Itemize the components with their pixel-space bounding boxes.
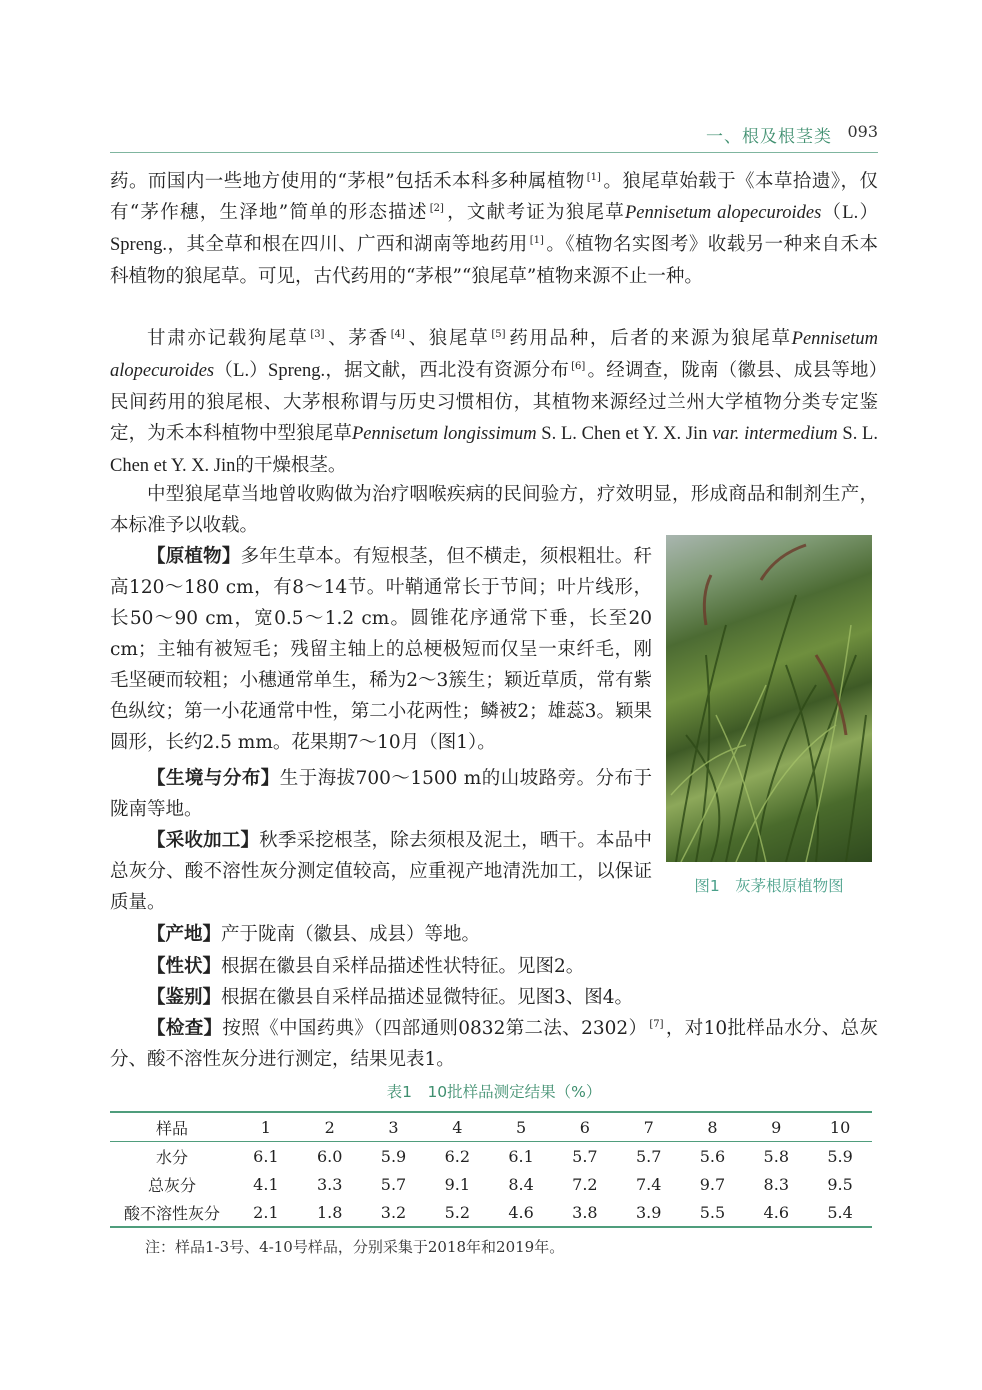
table-cell: 6.1 xyxy=(508,1146,534,1166)
table-cell: 5.7 xyxy=(635,1146,662,1166)
header-cell: 5 xyxy=(515,1117,527,1137)
table-cell: 4.6 xyxy=(763,1202,789,1222)
section-tag: 【产地】 xyxy=(147,924,222,945)
paragraph-2: 甘肃亦记载狗尾草 [3] 、茅香 [4] 、狼尾草 [5] 药用品种，后者的来源为狼尾草Pennisetum alopecuroides（L.）Spreng.，据文献，西北没有资源分布 [6] 。经调查，陇南（徽县、成县等地）民间药用的狼尾根、大茅根称谓与历史习惯相仿，其植物来源经过兰州大学植物分类专定鉴定，为禾本科植物中型狼尾草Pennisetum longissimum S. L. Chen et Y. X. Jin var. intermedium S. L. Chen et Y. X. Jin的干燥根茎。 xyxy=(110,328,878,476)
header-cell: 6 xyxy=(579,1117,590,1137)
table-cell: 5.7 xyxy=(572,1146,598,1166)
page-header xyxy=(110,122,878,153)
row-label: 水分 xyxy=(155,1147,188,1167)
header-cell: 3 xyxy=(388,1117,399,1137)
citation: [6] xyxy=(571,360,586,372)
species-name: Pennisetum alopecuroides xyxy=(624,203,822,223)
header-cell: 10 xyxy=(829,1117,851,1137)
table-cell: 5.9 xyxy=(380,1146,407,1166)
table-cell: 4.6 xyxy=(508,1202,534,1222)
table-cell: 3.8 xyxy=(572,1202,598,1222)
table-cell: 5.4 xyxy=(827,1202,853,1222)
species-name: Pennisetum longissimum xyxy=(351,424,537,444)
figure-caption: 图1 灰茅根原植物图 xyxy=(694,877,844,895)
section-tag: 【鉴别】 xyxy=(147,987,222,1008)
variety-name: var. intermedium xyxy=(712,424,838,444)
table-cell: 3.2 xyxy=(380,1202,407,1222)
paragraph-identification: 【鉴别】根据在徽县自采样品描述显微特征。见图3、图4。 xyxy=(147,987,634,1008)
paragraph-inspection: 【检查】按照《中国药典》（四部通则0832第二法、2302） [7] ，对10批样品水分、总灰分、酸不溶性灰分进行测定，结果见表1。 xyxy=(110,1018,878,1070)
table-cell: 9.7 xyxy=(699,1174,726,1194)
paragraph-harvest: 【采收加工】秋季采挖根茎，除去须根及泥土，晒干。本品中总灰分、酸不溶性灰分测定值较高，应重视产地清洗加工，以保证质量。 xyxy=(110,830,652,913)
section-title: 一、根及根茎类 xyxy=(706,127,832,147)
table-cell: 6.0 xyxy=(316,1146,343,1166)
results-table xyxy=(110,1111,872,1228)
citation: [7] xyxy=(649,1018,664,1030)
citation: [1] xyxy=(586,171,601,183)
table-row xyxy=(110,1170,872,1198)
row-label: 总灰分 xyxy=(147,1175,196,1195)
table-cell: 5.6 xyxy=(699,1146,726,1166)
table-cell: 3.9 xyxy=(635,1202,662,1222)
table-row xyxy=(110,1198,872,1227)
table-cell: 8.3 xyxy=(763,1174,789,1194)
grass-illustration xyxy=(666,535,872,862)
table-cell: 5.2 xyxy=(444,1202,471,1222)
table-note: 注：样品1-3号、4-10号样品，分别采集于2018年和2019年。 xyxy=(145,1238,565,1256)
table-cell: 1.8 xyxy=(316,1202,343,1222)
table-cell: 5.8 xyxy=(763,1146,789,1166)
table-cell: 5.5 xyxy=(699,1202,726,1222)
section-tag: 【原植物】 xyxy=(147,546,241,567)
plant-photo xyxy=(666,535,872,862)
paragraph-habitat: 【生境与分布】生于海拔700～1500 m的山坡路旁。分布于陇南等地。 xyxy=(110,768,652,820)
section-tag: 【生境与分布】 xyxy=(147,768,280,789)
table-caption: 表1 10批样品测定结果（%） xyxy=(386,1083,602,1101)
table-cell: 5.9 xyxy=(827,1146,853,1166)
table-cell: 3.3 xyxy=(316,1174,343,1194)
section-tag: 【检查】 xyxy=(147,1018,223,1039)
table-row xyxy=(110,1142,872,1171)
table-cell: 7.4 xyxy=(635,1174,662,1194)
citation: [2] xyxy=(429,202,444,214)
table-cell: 9.5 xyxy=(827,1174,853,1194)
paragraph-1: 药。而国内一些地方使用的“茅根”包括禾本科多种属植物 [1] 。狼尾草始载于《本草拾遗》，仅有“茅作穗，生泽地”简单的形态描述 [2] ，文献考证为狼尾草Pennisetum alopecuroides（L.）Spreng.，其全草和根在四川、广西和湖南等地药用 [1] 。《植物名实图考》收载另一种来自禾本科植物的狼尾草。可见，古代药用的“茅根”“狼尾草”植物来源不止一种。 xyxy=(110,171,878,287)
citation: [4] xyxy=(390,328,405,340)
header-cell: 2 xyxy=(324,1117,335,1137)
table-cell: 2.1 xyxy=(253,1202,279,1222)
header-cell: 8 xyxy=(707,1117,718,1137)
paragraph-origin: 【产地】产于陇南（徽县、成县）等地。 xyxy=(147,924,481,945)
paragraph-characters: 【性状】根据在徽县自采样品描述性状特征。见图2。 xyxy=(147,956,585,977)
header-cell: 样品 xyxy=(155,1118,188,1138)
table-cell: 8.4 xyxy=(508,1174,534,1194)
table-cell: 9.1 xyxy=(444,1174,471,1194)
table-cell: 7.2 xyxy=(572,1174,598,1194)
table-cell: 6.1 xyxy=(253,1146,279,1166)
table-cell: 5.7 xyxy=(380,1174,407,1194)
species-name: Pennisetum alopecuroides xyxy=(110,329,878,381)
table-header-row xyxy=(110,1112,872,1142)
section-tag: 【采收加工】 xyxy=(147,830,260,851)
paragraph-3: 中型狼尾草当地曾收购做为治疗咽喉疾病的民间验方，疗效明显，形成商品和制剂生产，本标准予以收载。 xyxy=(110,484,878,536)
paragraph-original-plant: 【原植物】多年生草本。有短根茎，但不横走，须根粗壮。秆高120～180 cm，有8～14节。叶鞘通常长于节间；叶片线形，长50～90 cm，宽0.5～1.2 cm。圆锥花序通常下垂，长至20 cm；主轴有被短毛；残留主轴上的总梗极短而仅呈一束纤毛，刚毛坚硬而较粗；小穗通常单生，稀为2～3簇生；颖近草质，常有紫色纵纹；第一小花通常中性，第二小花两性；鳞被2；雄蕊3。颖果圆形，长约2.5 mm。花果期7～10月（图1）。 xyxy=(110,546,652,753)
table-cell: 4.1 xyxy=(253,1174,279,1194)
header-cell: 4 xyxy=(452,1117,463,1137)
table-cell: 6.2 xyxy=(444,1146,471,1166)
header-cell: 1 xyxy=(260,1117,271,1137)
page-number: 093 xyxy=(847,122,878,141)
header-cell: 7 xyxy=(643,1117,654,1137)
header-cell: 9 xyxy=(771,1117,782,1137)
section-tag: 【性状】 xyxy=(147,956,222,977)
citation: [1] xyxy=(529,234,544,246)
citation: [5] xyxy=(491,328,506,340)
row-label: 酸不溶性灰分 xyxy=(123,1203,220,1223)
citation: [3] xyxy=(310,328,325,340)
